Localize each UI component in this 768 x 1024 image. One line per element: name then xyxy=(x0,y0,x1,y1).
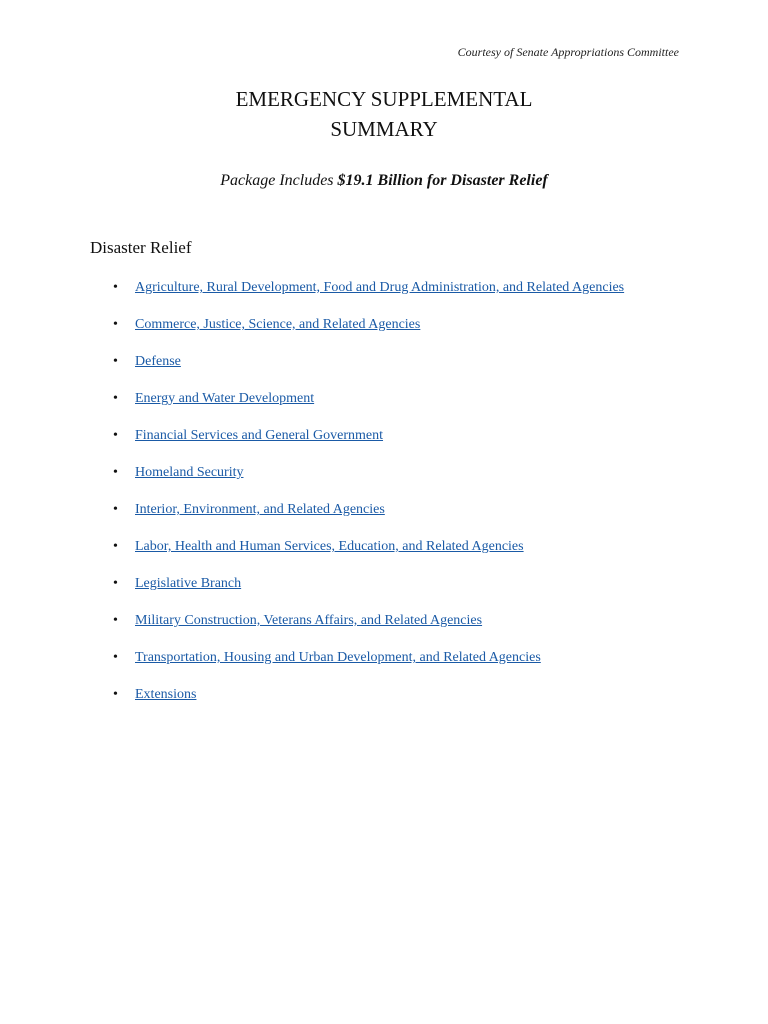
bullet-icon: • xyxy=(113,539,118,554)
link-interior-environment[interactable]: Interior, Environment, and Related Agencies xyxy=(135,502,385,517)
link-agriculture[interactable]: Agriculture, Rural Development, Food and Drug Administration, and Related Agencies xyxy=(135,280,625,295)
bullet-icon: • xyxy=(113,317,118,332)
link-commerce-justice-science[interactable]: Commerce, Justice, Science, and Related Agencies xyxy=(135,317,421,332)
bullet-icon: • xyxy=(113,354,118,369)
list-item xyxy=(0,574,768,611)
link-homeland-security[interactable]: Homeland Security xyxy=(135,465,244,480)
disaster-relief-link-list xyxy=(0,278,768,722)
list-item xyxy=(0,426,768,463)
subtitle-emphasis: $19.1 Billion for Disaster Relief xyxy=(337,172,548,189)
bullet-icon: • xyxy=(113,650,118,665)
bullet-icon: • xyxy=(113,502,118,517)
list-item xyxy=(0,463,768,500)
list-item xyxy=(0,648,768,685)
document-title-line-1: EMERGENCY SUPPLEMENTAL xyxy=(235,87,533,111)
bullet-icon: • xyxy=(113,428,118,443)
list-item xyxy=(0,389,768,426)
bullet-icon: • xyxy=(113,391,118,406)
link-defense[interactable]: Defense xyxy=(135,354,181,369)
subtitle-prefix: Package Includes xyxy=(220,172,334,189)
list-item xyxy=(0,500,768,537)
link-extensions[interactable]: Extensions xyxy=(135,687,197,702)
list-item xyxy=(0,611,768,648)
document-title xyxy=(0,84,768,144)
link-transportation-housing[interactable]: Transportation, Housing and Urban Development, and Related Agencies xyxy=(135,650,541,665)
list-item xyxy=(0,537,768,574)
link-military-construction[interactable]: Military Construction, Veterans Affairs, and Related Agencies xyxy=(135,613,483,628)
list-item xyxy=(0,315,768,352)
link-labor-hhs-education[interactable]: Labor, Health and Human Services, Education, and Related Agencies xyxy=(135,539,524,554)
link-energy-water[interactable]: Energy and Water Development xyxy=(135,391,315,406)
list-item xyxy=(0,352,768,389)
section-heading-disaster-relief: Disaster Relief xyxy=(90,238,192,257)
document-title-line-2: SUMMARY xyxy=(330,117,438,141)
bullet-icon: • xyxy=(113,280,118,295)
link-legislative-branch[interactable]: Legislative Branch xyxy=(135,576,242,591)
courtesy-note: Courtesy of Senate Appropriations Committee xyxy=(457,45,679,59)
list-item xyxy=(0,685,768,722)
bullet-icon: • xyxy=(113,465,118,480)
document-subtitle xyxy=(0,172,768,190)
bullet-icon: • xyxy=(113,613,118,628)
bullet-icon: • xyxy=(113,576,118,591)
list-item xyxy=(0,278,768,315)
link-financial-services[interactable]: Financial Services and General Government xyxy=(135,428,384,443)
bullet-icon: • xyxy=(113,687,118,702)
